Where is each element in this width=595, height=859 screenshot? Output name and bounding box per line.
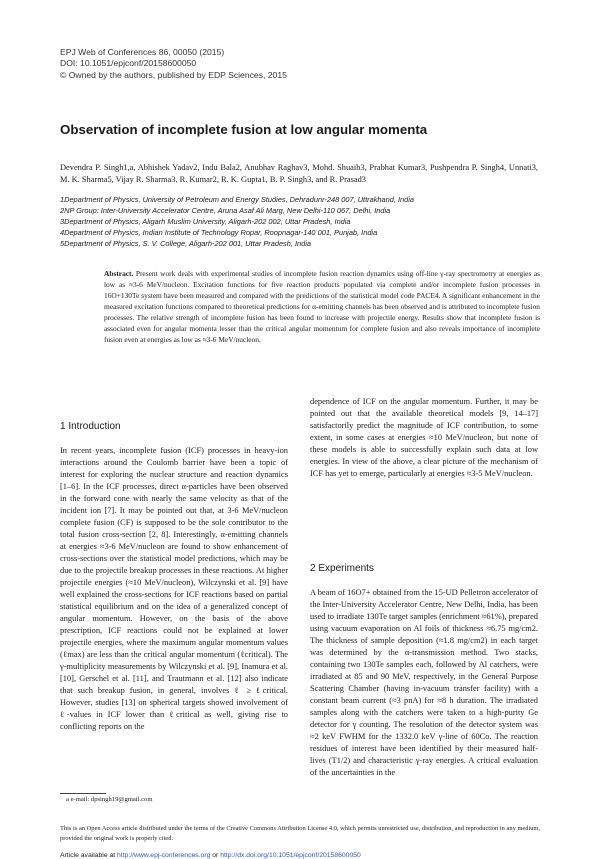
footnote-email: a e-mail: dpsingh19@gmail.com bbox=[66, 796, 153, 803]
abstract-label: Abstract. bbox=[104, 269, 134, 278]
journal-line: EPJ Web of Conferences 86, 00050 (2015) bbox=[60, 47, 225, 57]
license-notice: This is an Open Access article distributed under the terms of the Creative Commons Attribution License 4.0, which permits unrestricted use, distribution, and reproduction in any medium, provided the original work is properly cited. bbox=[60, 825, 540, 842]
paragraph: A beam of 16O7+ obtained from the 15-UD Pelletron accelerator of the Inter-University Accelerator Centre, New Delhi, India, has been used to irradiate 130Te target samples (enrichment ≈61%), prepared using vacuum evaporation on Al foils of thickness ≈6.75 mg/cm2. The thickness of sample deposition (≈1.8 mg/cm2) in each target was determined by the α-transmission method. Two stacks, containing two 130Te samples each, followed by Al catchers, were irradiated at 85 and 90 MeV, respectively, in the General Purpose Scattering Chamber (having in-vacuum transfer facility) with a constant beam current (≈3 pnA) for ≈8 h duration. The irradiated samples along with the catchers were taken to a high-purity Ge detector for γ counting. The resolution of the detector system was ≈2 keV FWHM for the 1332.0 keV γ-line of 60Co. The reaction residues of interest have been identified by their measured half-lives (T1/2) and characteristic γ-ray energies. A critical evaluation of the uncertainties in the bbox=[310, 588, 538, 777]
affiliation-item: 4Department of Physics, Indian Institute of Technology Ropar, Roopnagar-140 001, Punjab, India bbox=[60, 228, 378, 237]
abstract-text: Present work deals with experimental studies of incomplete fusion reaction dynamics using off-line γ-ray spectrometry at energies as low as ≈3-6 MeV/nucleon. Excitation functions for five reaction products populated via complete and/or incomplete fusion processes in 16O+130Te system have been measured and compared with the predictions of the statistical model code PACE4. A significant enhancement in the measured excitation functions compared to theoretical predictions for α-emitting channels has been observed and is attributed to incomplete fusion processes. The relative strength of incomplete fusion has been found to increase with projectile energy. Results show that incomplete fusion is associated even for angular momenta lesser than the critical angular momentum for complete fusion and also reveals importance of incomplete fusion even at energies as low as ≈3-6 MeV/nucleon. bbox=[104, 269, 540, 344]
paper-title: Observation of incomplete fusion at low angular momenta bbox=[60, 122, 428, 137]
paragraph: dependence of ICF on the angular momentum. Further, it may be pointed out that the available theoretical models [9, 14–17] satisfactorily predict the magnitude of ICF contribution, to some extent, in some cases at energies ≈10 MeV/nucleon, but none of these models is able to successfully explain such data at low energies. In view of the above, a clear picture of the mechanism of ICF has yet to emerge, particularly at energies ≈3-5 MeV/nucleon. bbox=[310, 397, 538, 478]
affiliation-item: 5Department of Physics, S. V. College, Aligarh-202 001, Uttar Pradesh, India bbox=[60, 239, 311, 248]
affiliation-item: 2NP Group: Inter-University Accelerator Centre, Aruna Asaf Ali Marg, New Delhi-110 067, Delhi, India bbox=[60, 206, 391, 215]
availability-middle: or bbox=[210, 852, 221, 859]
conference-link[interactable]: http://www.epj-conferences.org bbox=[117, 852, 211, 859]
introduction-text bbox=[60, 445, 288, 733]
affiliation-list bbox=[60, 194, 540, 249]
copyright-line: © Owned by the authors, published by EDP Sciences, 2015 bbox=[60, 69, 287, 80]
author-list: Devendra P. Singh1,a, Abhishek Yadav2, Indu Bala2, Anubhav Raghav3, Mohd. Shuaib3, Prabhat Kumar3, Pushpendra P. Singh4, Unnati3, M. K. Sharma5, Vijay R. Sharma3, R. Kumar2, R. K. Gupta1, B. P. Singh3, and R. Prasad3 bbox=[60, 163, 538, 184]
availability-prefix: Article available at bbox=[60, 852, 118, 859]
journal-header bbox=[60, 47, 380, 81]
affiliation-item: 3Department of Physics, Aligarh Muslim University, Aligarh-202 002, Uttar Pradesh, India bbox=[60, 217, 351, 226]
experiments-text bbox=[310, 587, 538, 779]
abstract bbox=[104, 268, 540, 345]
paragraph: In recent years, incomplete fusion (ICF) processes in heavy-ion interactions around the Coulomb barrier have been a topic of interest for exploring the nuclear structure and reaction dynamics [1–6]. In the ICF processes, direct α-particles have been observed in the forward cone with nearly the same velocity as that of the incident ion [7]. It may be pointed out that, at 3-6 MeV/nucleon complete fusion (CF) is supposed to be the sole contributor to the total fusion cross-section [2, 8]. Interestingly, α-emitting channels at energies ≈3-6 MeV/nucleon are found to show enhancement of cross-sections over the statistical model predictions, which may be due to the projectile breakup processes in these reactions. At higher projectile energies (≈10 MeV/nucleon), Wilczynski et al. [9] have well explained the cross-sections for ICF reactions based on partial statistical equilibrium and on the idea of a generalized concept of angular momentum. However, on the basis of the above prescription, ICF reactions could not be explained at lower projectile energies, where the maximum angular momentum values (ℓmax) are less than the critical angular momentum (ℓcritical). The γ-multiplicity measurements by Wilczynski et al. [9], Inamura et al. [10], Gerschel et al. [11], and Trautmann et al. [12] also indicate that such breakup fusion, in general, involves ℓ ≥ ℓcritical. However, studies [13] on spherical targets showed involvement of ℓ-values in ICF lower than ℓcritical as well, giving rise to conflicting reports on the bbox=[60, 446, 288, 731]
availability-line bbox=[60, 852, 361, 859]
section-heading-introduction: 1 Introduction bbox=[60, 421, 121, 432]
doi-link[interactable]: http://dx.doi.org/10.1051/epjconf/20158600050 bbox=[220, 852, 361, 859]
section-heading-experiments: 2 Experiments bbox=[310, 563, 374, 574]
doi-line: DOI: 10.1051/epjconf/20158600050 bbox=[60, 58, 197, 69]
affiliation-item: 1Department of Physics, University of Petroleum and Energy Studies, Dehradunr-248 007, Uttrakhand, India bbox=[60, 195, 414, 204]
footnote-rule bbox=[60, 793, 106, 794]
introduction-continued-text bbox=[310, 396, 538, 480]
